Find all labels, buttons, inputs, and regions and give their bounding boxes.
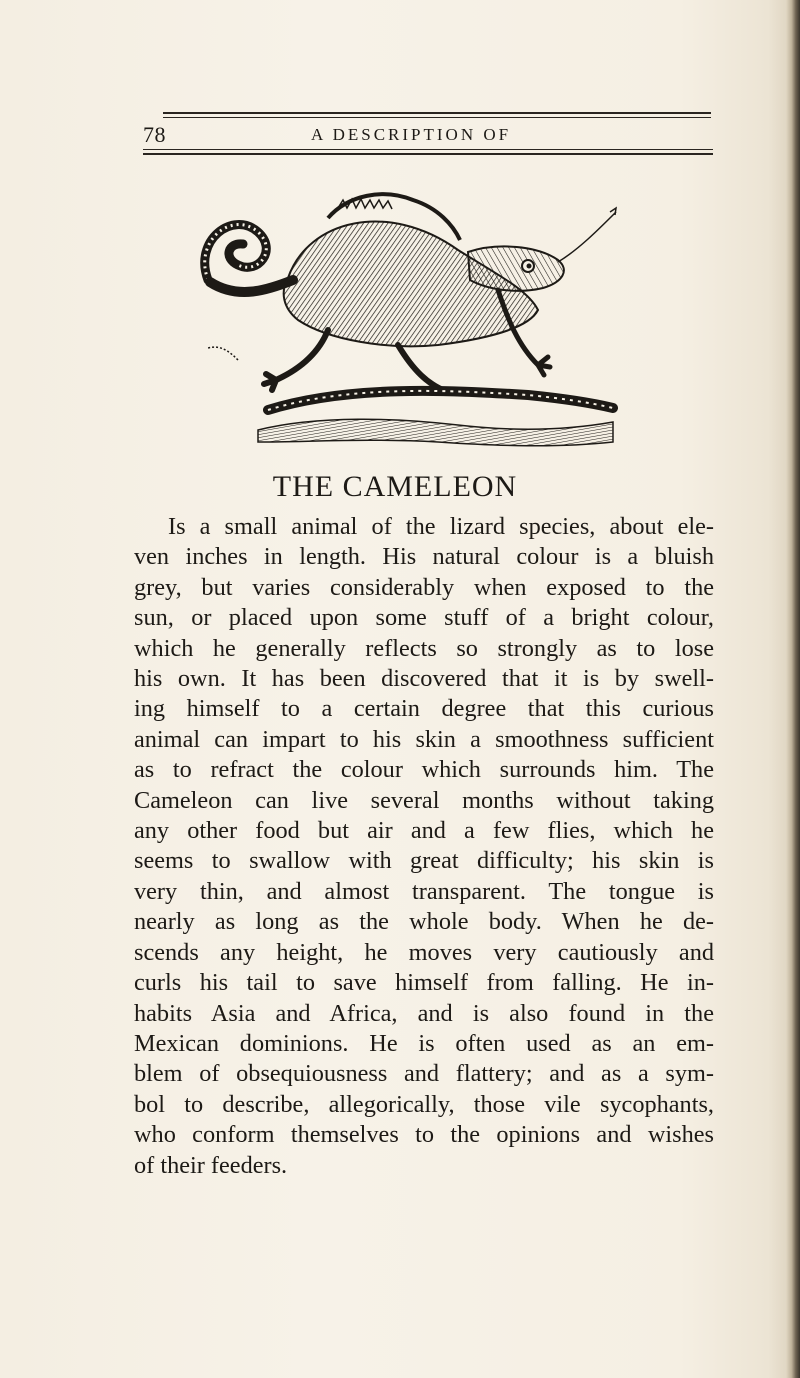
header-rule-bottom-thin bbox=[143, 149, 713, 150]
body-line: of their feeders. bbox=[134, 1151, 288, 1179]
book-binding-edge bbox=[786, 0, 800, 1378]
body-line: Is a small animal of the lizard species, about ele- bbox=[168, 513, 714, 540]
foliage bbox=[258, 419, 613, 446]
body-line: which he generally reflects so strongly as to lose bbox=[134, 634, 714, 662]
body-line: curls his tail to save himself from falling. He in- bbox=[134, 969, 714, 997]
body-line: bol to describe, allegorically, those vile sycophants, bbox=[134, 1090, 714, 1118]
body-line: sun, or placed upon some stuff of a bright colour, bbox=[134, 604, 714, 632]
body-line: very thin, and almost transparent. The tongue is bbox=[134, 877, 714, 905]
head bbox=[468, 246, 564, 290]
body-line: nearly as long as the whole body. When he de- bbox=[134, 908, 714, 936]
body-line: grey, but varies considerably when exposed to the bbox=[134, 573, 714, 601]
body-line: his own. It has been discovered that it is by swell- bbox=[134, 665, 714, 693]
tail bbox=[205, 225, 267, 280]
body-line: who conform themselves to the opinions and wishes bbox=[134, 1121, 714, 1149]
running-head: A DESCRIPTION OF bbox=[311, 125, 512, 144]
page-header bbox=[143, 112, 713, 162]
tongue bbox=[558, 212, 616, 262]
header-rule-top-thin bbox=[163, 117, 711, 118]
article-body bbox=[134, 512, 714, 1181]
rear-leg bbox=[264, 330, 328, 390]
body-line: Mexican dominions. He is often used as an em- bbox=[134, 1029, 714, 1057]
body-line: blem of obsequiousness and flattery; and as a sym- bbox=[134, 1060, 714, 1088]
body-line: any other food but air and a few flies, which he bbox=[134, 817, 714, 845]
body-line: animal can impart to his skin a smoothness sufficient bbox=[134, 725, 714, 753]
body-line: ing himself to a certain degree that this curious bbox=[134, 695, 714, 723]
body-line: scends any height, he moves very cautiously and bbox=[134, 938, 714, 966]
header-rule-bottom bbox=[143, 153, 713, 155]
body-line: habits Asia and Africa, and is also found in the bbox=[134, 999, 714, 1027]
cameleon-engraving bbox=[198, 180, 618, 450]
page-number: 78 bbox=[143, 122, 166, 147]
body-line: Cameleon can live several months without taking bbox=[134, 786, 714, 814]
body-line: seems to swallow with great difficulty; his skin is bbox=[134, 847, 714, 875]
body-line: ven inches in length. His natural colour is a bluish bbox=[134, 543, 714, 571]
branch bbox=[268, 391, 613, 410]
header-rule-top bbox=[163, 112, 711, 114]
article-title: THE CAMELEON bbox=[272, 470, 518, 503]
body-line: as to refract the colour which surrounds him. The bbox=[134, 756, 714, 784]
